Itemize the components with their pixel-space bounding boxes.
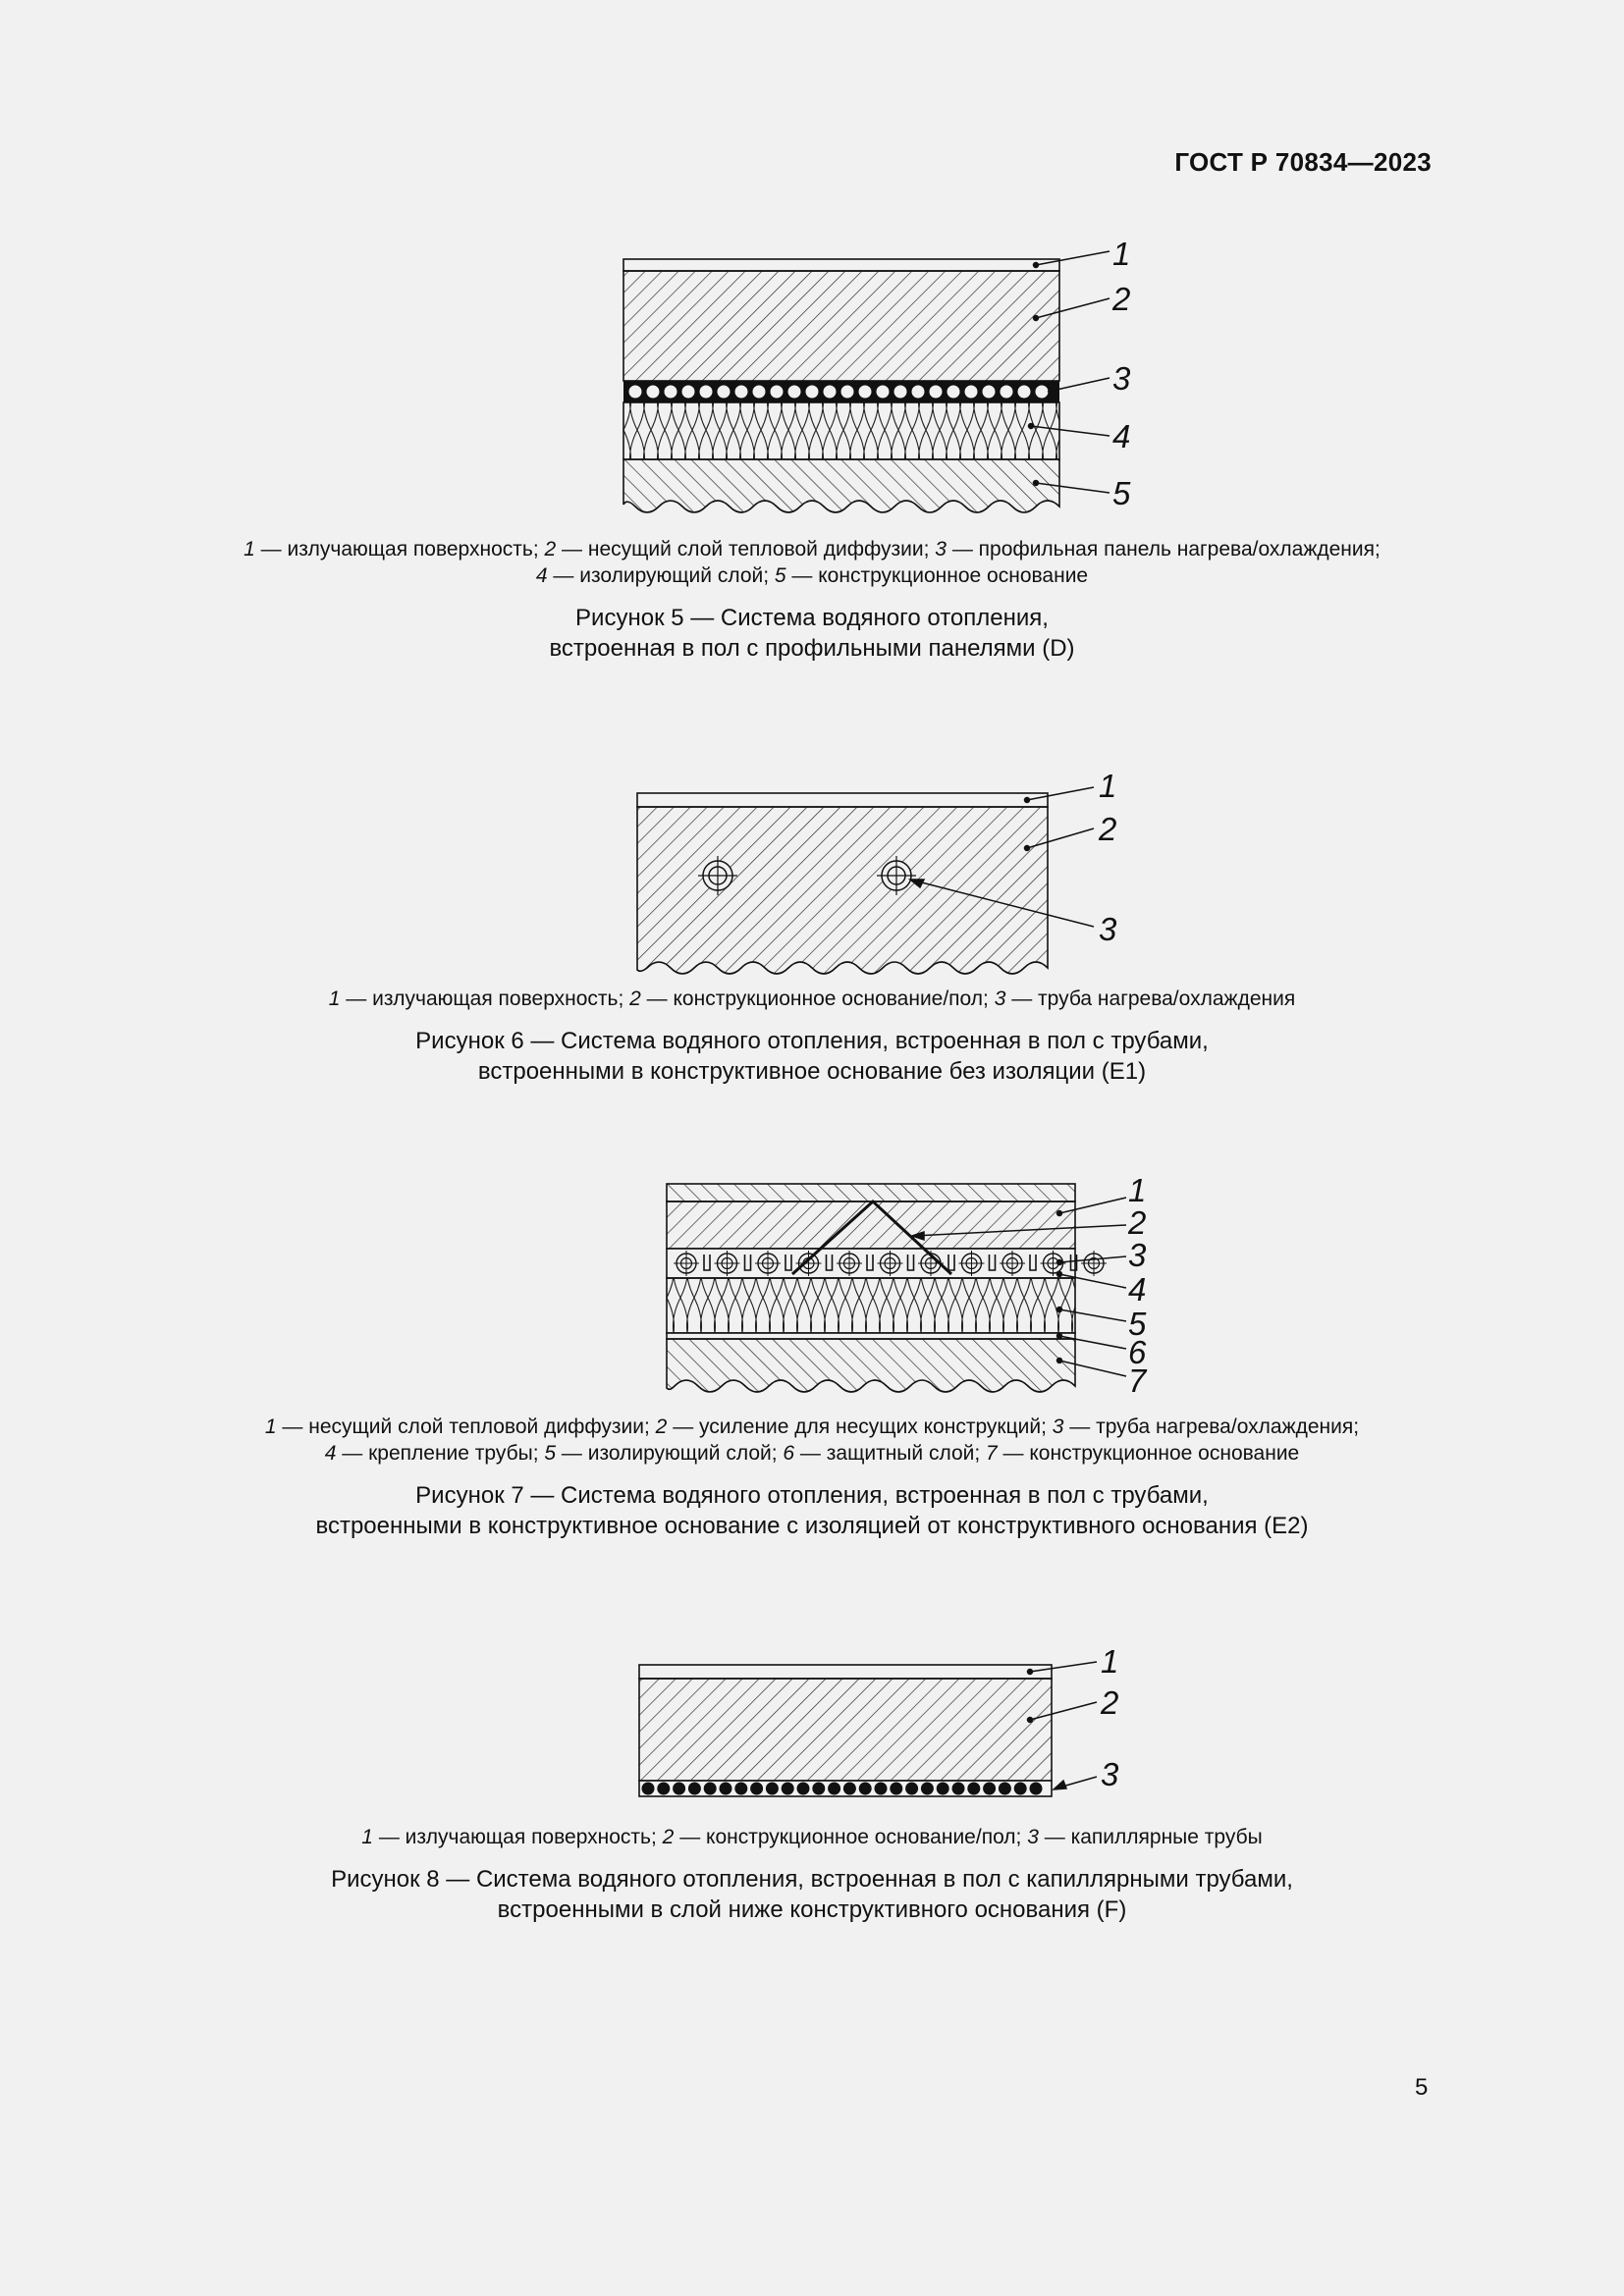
capillary-tube-icon [657, 1783, 670, 1795]
pipe-icon [734, 385, 748, 399]
figure-5-drawing [537, 236, 1131, 520]
figure-5-legend [0, 536, 1624, 589]
pipe-icon [858, 385, 872, 399]
pipe-icon [893, 385, 907, 399]
legend-line: 1 — излучающая поверхность; 2 — конструкционное основание/пол; 3 — труба нагрева/охлаждения [328, 988, 1296, 1010]
figure-5 [0, 236, 1624, 664]
capillary-tube-icon [937, 1783, 949, 1795]
pipe-icon [964, 385, 978, 399]
callout-2: 2 [1128, 1204, 1147, 1241]
figure-7-legend [0, 1414, 1624, 1467]
figure-7 [0, 1168, 1624, 1541]
pipe-icon [752, 385, 766, 399]
capillary-tube-icon [983, 1783, 996, 1795]
pipe-icon [1035, 385, 1049, 399]
pipe-icon [911, 385, 925, 399]
figure-8-caption: Рисунок 8 — Система водяного отопления, встроенная в пол с капиллярными трубами, встроенными в слой ниже конструктивного основания (F) [331, 1866, 1293, 1923]
pipe-icon [1017, 385, 1031, 399]
capillary-tube-icon [812, 1783, 825, 1795]
figure-7-drawing [537, 1168, 1147, 1404]
capillary-tube-icon [1030, 1783, 1043, 1795]
legend-line: 1 — несущий слой тепловой диффузии; 2 — усиление для несущих конструкций; 3 — труба нагрева/охлаждения; [264, 1415, 1360, 1438]
callout-5: 5 [1128, 1306, 1147, 1342]
capillary-tube-icon [999, 1783, 1011, 1795]
callout-7: 7 [1128, 1362, 1147, 1399]
capillary-tube-icon [704, 1783, 717, 1795]
pipe-icon [664, 385, 677, 399]
callout-3: 3 [1101, 1756, 1119, 1792]
capillary-tube-icon [688, 1783, 701, 1795]
pipe-icon [787, 385, 801, 399]
capillary-tube-icon [967, 1783, 980, 1795]
heating-pipe-icon [1081, 1251, 1107, 1276]
legend-line: 4 — крепление трубы; 5 — изолирующий слой; 6 — защитный слой; 7 — конструкционное основание [324, 1442, 1300, 1465]
figure-6-drawing [537, 766, 1117, 972]
capillary-tube-icon [828, 1783, 840, 1795]
figure-8-drawing [537, 1629, 1119, 1806]
capillary-tube-icon [734, 1783, 747, 1795]
pipe-icon [947, 385, 960, 399]
figure-6-legend [0, 986, 1624, 1012]
capillary-tube-icon [843, 1783, 856, 1795]
figure-8-legend [0, 1824, 1624, 1850]
capillary-tube-icon [782, 1783, 794, 1795]
callout-1: 1 [1099, 768, 1117, 804]
callout-2: 2 [1099, 811, 1117, 847]
callout-3: 3 [1099, 911, 1117, 947]
callout-2: 2 [1112, 281, 1131, 317]
pipe-icon [929, 385, 943, 399]
figure-5-caption: Рисунок 5 — Система водяного отопления, встроенная в пол с профильными панелями (D) [549, 605, 1075, 662]
pipe-icon [840, 385, 854, 399]
pipe-icon [699, 385, 713, 399]
capillary-tube-icon [750, 1783, 763, 1795]
capillary-tube-icon [921, 1783, 934, 1795]
legend-line: 1 — излучающая поверхность; 2 — конструкционное основание/пол; 3 — капиллярные трубы [361, 1826, 1263, 1848]
figure-8 [0, 1629, 1624, 1925]
legend-line: 1 — излучающая поверхность; 2 — несущий слой тепловой диффузии; 3 — профильная панель нагрева/охлаждения; [244, 538, 1380, 561]
pipe-icon [681, 385, 695, 399]
capillary-tube-icon [1014, 1783, 1027, 1795]
capillary-tube-icon [720, 1783, 732, 1795]
legend-line: 4 — изолирующий слой; 5 — конструкционное основание [535, 564, 1089, 587]
pipe-icon [646, 385, 660, 399]
pipe-icon [805, 385, 819, 399]
capillary-tube-icon [859, 1783, 872, 1795]
figure-7-caption: Рисунок 7 — Система водяного отопления, встроенная в пол с трубами, встроенными в конструктивное основание с изоляцией от конструктивного основания (E2) [315, 1482, 1309, 1539]
callout-2: 2 [1101, 1684, 1119, 1721]
capillary-tube-icon [952, 1783, 965, 1795]
callout-4: 4 [1112, 418, 1131, 454]
document-code: ГОСТ Р 70834—2023 [1174, 147, 1432, 177]
capillary-tube-icon [875, 1783, 888, 1795]
capillary-tube-icon [905, 1783, 918, 1795]
pipe-icon [876, 385, 890, 399]
pipe-icon [628, 385, 642, 399]
capillary-tube-icon [890, 1783, 902, 1795]
pipe-icon [717, 385, 731, 399]
figure-6-caption: Рисунок 6 — Система водяного отопления, встроенная в пол с трубами, встроенными в конструктивное основание без изоляции (E1) [415, 1028, 1209, 1085]
callout-1: 1 [1112, 236, 1131, 272]
capillary-tube-icon [642, 1783, 655, 1795]
callout-6: 6 [1128, 1334, 1147, 1370]
pipe-icon [823, 385, 837, 399]
capillary-tube-icon [797, 1783, 810, 1795]
capillary-tube-icon [673, 1783, 685, 1795]
callout-1: 1 [1128, 1172, 1147, 1208]
callout-5: 5 [1112, 475, 1131, 511]
pipe-icon [770, 385, 784, 399]
pipe-icon [982, 385, 996, 399]
figure-6 [0, 766, 1624, 1087]
callout-3: 3 [1128, 1237, 1147, 1273]
callout-1: 1 [1101, 1643, 1119, 1680]
page-number: 5 [1415, 2074, 1429, 2101]
callout-4: 4 [1128, 1271, 1147, 1308]
pipe-icon [1000, 385, 1013, 399]
callout-3: 3 [1112, 360, 1131, 397]
capillary-tube-icon [766, 1783, 779, 1795]
